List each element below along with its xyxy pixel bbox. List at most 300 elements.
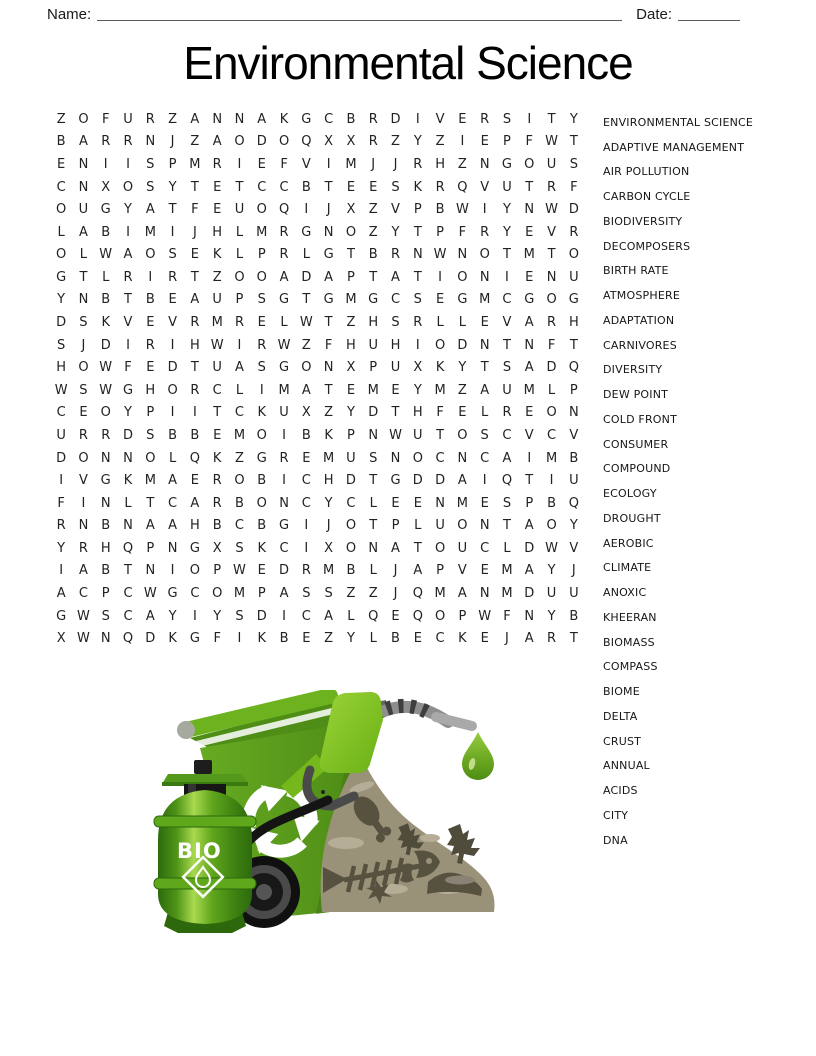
grid-letter: D	[546, 360, 557, 376]
grid-letter: U	[502, 179, 512, 195]
grid-letter: S	[235, 608, 244, 624]
grid-letter: Y	[547, 563, 556, 579]
grid-letter: Y	[569, 518, 578, 534]
grid-letter: I	[237, 337, 242, 353]
grid-letter: O	[546, 292, 557, 308]
grid-letter: Y	[57, 540, 66, 556]
grid-letter: P	[257, 586, 266, 602]
grid-letter: S	[257, 292, 266, 308]
grid-letter: I	[81, 495, 86, 511]
grid-letter: A	[190, 495, 200, 511]
grid-letter: R	[190, 315, 200, 331]
grid-letter: P	[213, 563, 222, 579]
grid-letter: C	[279, 540, 289, 556]
grid-letter: S	[502, 111, 512, 127]
grid-letter: R	[390, 247, 401, 263]
grid-letter: E	[391, 608, 400, 624]
grid-letter: A	[524, 631, 534, 647]
grid-letter: D	[390, 111, 401, 127]
grid-letter: O	[78, 360, 89, 376]
grid-letter: E	[369, 179, 378, 195]
grid-letter: Z	[56, 111, 66, 127]
grid-letter: D	[368, 405, 379, 421]
grid-letter: H	[189, 518, 200, 534]
grid-letter: J	[81, 337, 86, 353]
grid-letter: J	[505, 631, 509, 647]
grid-letter: T	[525, 473, 534, 489]
fuel-drop-icon	[462, 732, 494, 780]
grid-letter: H	[346, 337, 356, 353]
grid-letter: R	[190, 382, 200, 398]
grid-letter: O	[457, 518, 468, 534]
grid-letter: D	[412, 473, 423, 489]
grid-letter: K	[257, 405, 267, 421]
grid-letter: E	[435, 292, 445, 308]
grid-letter: O	[434, 608, 446, 624]
grid-letter: C	[346, 495, 356, 511]
grid-letter: N	[368, 540, 379, 556]
grid-letter: S	[502, 360, 512, 376]
grid-letter: A	[190, 111, 200, 127]
grid-letter: P	[101, 586, 110, 602]
grid-letter: G	[279, 292, 290, 308]
grid-letter: X	[101, 179, 111, 195]
grid-letter: A	[524, 518, 534, 534]
grid-letter: M	[545, 450, 558, 466]
grid-letter: D	[435, 473, 446, 489]
grid-letter: H	[323, 473, 334, 489]
word-list-item: DROUGHT	[603, 511, 661, 525]
grid-letter: E	[257, 563, 266, 579]
grid-letter: C	[301, 473, 311, 489]
grid-letter: L	[280, 315, 288, 331]
grid-letter: B	[257, 518, 267, 534]
word-list-item: ADAPTIVE MANAGEMENT	[603, 140, 745, 154]
grid-letter: W	[99, 247, 113, 263]
grid-letter: G	[568, 292, 579, 308]
grid-letter: I	[59, 473, 64, 489]
grid-letter: N	[479, 337, 490, 353]
grid-letter: O	[457, 269, 468, 285]
grid-letter: B	[391, 631, 400, 647]
grid-letter: R	[212, 156, 222, 172]
grid-letter: H	[412, 405, 423, 421]
grid-letter: T	[190, 269, 199, 285]
word-list-item: ECOLOGY	[603, 487, 657, 501]
grid-letter: K	[168, 631, 177, 647]
grid-letter: L	[102, 269, 110, 285]
word-list-item: ADAPTATION	[603, 313, 675, 327]
grid-letter: Y	[413, 134, 422, 150]
grid-letter: W	[233, 563, 246, 579]
grid-letter: R	[279, 247, 289, 263]
grid-letter: J	[371, 156, 376, 172]
grid-letter: O	[256, 202, 267, 218]
grid-letter: O	[234, 269, 245, 285]
grid-letter: A	[391, 269, 400, 285]
grid-letter: I	[192, 608, 197, 624]
grid-letter: T	[569, 631, 578, 647]
grid-letter: O	[434, 337, 446, 353]
grid-letter: T	[213, 405, 222, 421]
grid-letter: T	[168, 202, 177, 218]
grid-letter: R	[547, 631, 557, 647]
grid-letter: V	[391, 202, 400, 218]
grid-letter: R	[168, 269, 178, 285]
grid-letter: P	[369, 360, 378, 376]
grid-letter: B	[235, 495, 244, 511]
grid-letter: O	[345, 540, 357, 556]
grid-letter: U	[569, 586, 579, 602]
grid-letter: O	[345, 518, 357, 534]
grid-letter: A	[78, 224, 88, 240]
grid-letter: C	[123, 608, 133, 624]
grid-letter: E	[480, 631, 489, 647]
word-list-item: AEROBIC	[603, 536, 654, 550]
grid-letter: D	[256, 134, 267, 150]
grid-letter: N	[323, 360, 334, 376]
grid-letter: M	[323, 563, 335, 579]
word-list-item: BIRTH RATE	[603, 264, 669, 278]
grid-letter: L	[481, 405, 489, 421]
grid-letter: F	[525, 134, 533, 150]
grid-letter: L	[414, 518, 422, 534]
grid-letter: T	[146, 495, 155, 511]
grid-letter: B	[257, 473, 267, 489]
grid-letter: R	[547, 179, 557, 195]
grid-letter: I	[282, 473, 286, 489]
grid-letter: T	[324, 382, 333, 398]
grid-letter: M	[501, 586, 513, 602]
grid-letter: S	[391, 179, 400, 195]
grid-letter: I	[126, 224, 130, 240]
date-input-line	[678, 5, 740, 21]
grid-letter: Y	[547, 608, 556, 624]
grid-letter: Q	[278, 202, 290, 218]
grid-letter: K	[257, 631, 267, 647]
grid-letter: Z	[346, 315, 356, 331]
grid-letter: S	[79, 315, 88, 331]
grid-letter: A	[257, 111, 267, 127]
grid-letter: N	[457, 450, 468, 466]
grid-letter: Z	[346, 586, 356, 602]
grid-letter: Y	[124, 405, 132, 421]
grid-letter: U	[390, 360, 401, 376]
word-list-item: CITY	[603, 808, 629, 822]
grid-letter: Y	[569, 111, 578, 127]
grid-letter: L	[302, 247, 310, 263]
word-list-item: ACIDS	[603, 784, 638, 798]
grid-letter: G	[323, 292, 334, 308]
grid-letter: M	[345, 156, 357, 172]
grid-letter: G	[501, 156, 512, 172]
grid-letter: W	[545, 202, 558, 218]
grid-letter: B	[212, 518, 222, 534]
grid-letter: O	[145, 450, 156, 466]
grid-letter: R	[212, 495, 222, 511]
grid-letter: V	[502, 315, 512, 331]
grid-letter: O	[100, 405, 111, 421]
grid-letter: Z	[324, 631, 334, 647]
grid-letter: O	[301, 360, 312, 376]
grid-letter: E	[480, 563, 489, 579]
grid-letter: G	[390, 473, 401, 489]
grid-letter: P	[168, 156, 177, 172]
grid-letter: O	[434, 540, 446, 556]
grid-letter: P	[391, 518, 400, 534]
grid-letter: U	[212, 360, 222, 376]
grid-letter: S	[502, 495, 512, 511]
grid-letter: F	[101, 111, 110, 127]
word-list-item: DECOMPOSERS	[603, 239, 691, 253]
grid-letter: D	[568, 202, 579, 218]
grid-letter: A	[279, 269, 289, 285]
grid-letter: Z	[368, 586, 378, 602]
grid-letter: O	[546, 405, 557, 421]
grid-letter: F	[280, 156, 288, 172]
grid-letter: X	[324, 540, 334, 556]
grid-letter: R	[368, 111, 378, 127]
grid-letter: W	[389, 427, 402, 443]
grid-letter: L	[235, 224, 244, 240]
grid-letter: M	[456, 495, 468, 511]
grid-letter: L	[369, 495, 377, 511]
grid-letter: N	[524, 202, 535, 218]
grid-letter: N	[412, 247, 423, 263]
grid-letter: O	[479, 247, 490, 263]
grid-letter: I	[482, 473, 487, 489]
grid-letter: G	[189, 540, 200, 556]
grid-letter: C	[56, 405, 66, 421]
grid-letter: R	[502, 405, 512, 421]
word-list-item: CARNIVORES	[603, 338, 677, 352]
grid-letter: Q	[412, 608, 423, 624]
grid-letter: W	[143, 586, 157, 602]
grid-letter: C	[56, 179, 66, 195]
grid-letter: V	[569, 427, 579, 443]
grid-letter: M	[523, 382, 535, 398]
grid-letter: E	[190, 473, 199, 489]
grid-letter: T	[413, 540, 422, 556]
grid-letter: D	[145, 631, 156, 647]
grid-letter: X	[346, 360, 356, 376]
grid-letter: E	[480, 134, 489, 150]
grid-letter: D	[56, 450, 67, 466]
grid-letter: C	[123, 586, 133, 602]
grid-letter: Z	[457, 156, 467, 172]
grid-letter: N	[78, 156, 89, 172]
grid-letter: T	[302, 292, 311, 308]
grid-letter: O	[78, 111, 89, 127]
grid-letter: C	[547, 427, 557, 443]
grid-letter: T	[346, 247, 355, 263]
grid-letter: K	[458, 631, 467, 647]
grid-letter: E	[413, 495, 422, 511]
grid-letter: G	[457, 292, 468, 308]
grid-letter: N	[368, 427, 379, 443]
grid-letter: R	[480, 111, 490, 127]
tank-label: BIO	[177, 839, 222, 863]
word-list-item: DIVERSITY	[603, 363, 663, 377]
grid-letter: I	[482, 202, 487, 218]
grid-letter: D	[56, 315, 67, 331]
grid-letter: T	[369, 518, 378, 534]
grid-letter: Y	[124, 202, 132, 218]
grid-letter: M	[233, 586, 246, 602]
grid-letter: T	[525, 179, 534, 195]
grid-letter: G	[256, 450, 267, 466]
grid-letter: T	[547, 247, 556, 263]
word-list-item: DNA	[603, 833, 628, 847]
trash-pile-icon	[321, 761, 495, 912]
grid-letter: C	[435, 631, 445, 647]
grid-letter: I	[170, 405, 175, 421]
grid-letter: K	[413, 179, 423, 195]
grid-letter: G	[279, 360, 290, 376]
grid-letter: T	[190, 360, 199, 376]
grid-letter: R	[413, 315, 423, 331]
grid-letter: I	[527, 111, 532, 127]
grid-letter: K	[212, 247, 222, 263]
grid-letter: A	[190, 292, 200, 308]
grid-letter: N	[390, 450, 401, 466]
grid-letter: S	[79, 382, 88, 398]
grid-letter: W	[99, 360, 113, 376]
grid-letter: I	[460, 134, 465, 150]
grid-letter: M	[345, 292, 357, 308]
grid-letter: I	[126, 337, 130, 353]
grid-letter: C	[502, 292, 512, 308]
grid-letter: B	[346, 111, 356, 127]
grid-letter: S	[146, 156, 155, 172]
grid-letter: H	[368, 315, 379, 331]
grid-letter: A	[78, 563, 88, 579]
grid-letter: T	[413, 269, 422, 285]
grid-letter: R	[368, 134, 378, 150]
grid-letter: C	[435, 450, 445, 466]
grid-letter: T	[324, 179, 333, 195]
grid-letter: N	[123, 450, 133, 466]
grid-letter: H	[568, 315, 579, 331]
grid-letter: C	[234, 518, 244, 534]
grid-letter: V	[301, 156, 311, 172]
grid-letter: A	[145, 608, 155, 624]
grid-letter: O	[345, 224, 357, 240]
grid-letter: B	[569, 608, 579, 624]
grid-letter: D	[123, 427, 134, 443]
grid-letter: D	[256, 608, 267, 624]
grid-letter: E	[525, 269, 534, 285]
grid-letter: N	[323, 224, 334, 240]
grid-letter: G	[167, 586, 178, 602]
grid-letter: O	[546, 518, 557, 534]
grid-letter: W	[545, 134, 558, 150]
grid-letter: R	[480, 224, 490, 240]
name-input-line	[97, 5, 622, 21]
grid-letter: O	[256, 427, 267, 443]
grid-letter: A	[524, 563, 534, 579]
grid-letter: I	[170, 563, 175, 579]
grid-letter: I	[259, 382, 264, 398]
grid-letter: B	[190, 427, 200, 443]
grid-letter: V	[168, 315, 178, 331]
grid-letter: Q	[122, 631, 134, 647]
grid-letter: G	[301, 111, 312, 127]
grid-letter: T	[190, 179, 199, 195]
grid-letter: R	[145, 337, 155, 353]
word-list-item: ATMOSPHERE	[603, 289, 680, 303]
grid-letter: T	[369, 269, 378, 285]
grid-letter: Z	[368, 224, 378, 240]
grid-letter: P	[436, 224, 445, 240]
grid-letter: V	[78, 473, 88, 489]
grid-letter: S	[257, 360, 266, 376]
grid-letter: O	[78, 450, 89, 466]
grid-letter: Y	[324, 495, 333, 511]
grid-letter: Q	[189, 450, 200, 466]
page-title: Environmental Science	[183, 37, 633, 89]
grid-letter: O	[568, 247, 579, 263]
grid-letter: C	[390, 292, 401, 308]
grid-letter: I	[103, 156, 108, 172]
grid-letter: L	[168, 450, 177, 466]
grid-letter: K	[123, 473, 133, 489]
grid-letter: R	[56, 518, 66, 534]
grid-letter: U	[569, 473, 579, 489]
grid-letter: G	[524, 292, 535, 308]
grid-letter: U	[78, 202, 89, 218]
grid-letter: P	[347, 427, 355, 443]
grid-letter: T	[324, 315, 333, 331]
grid-letter: A	[145, 202, 155, 218]
grid-letter: O	[256, 495, 267, 511]
grid-letter: R	[413, 156, 423, 172]
grid-letter: D	[345, 473, 356, 489]
grid-letter: Q	[412, 586, 423, 602]
grid-letter: M	[367, 382, 379, 398]
grid-letter: L	[547, 382, 556, 398]
word-list-item: CARBON CYCLE	[603, 190, 691, 204]
grid-letter: F	[213, 631, 221, 647]
grid-letter: T	[79, 269, 88, 285]
grid-letter: N	[546, 269, 557, 285]
grid-letter: I	[415, 111, 420, 127]
grid-letter: G	[301, 224, 312, 240]
grid-letter: L	[347, 608, 355, 624]
grid-letter: T	[369, 473, 378, 489]
grid-letter: P	[347, 269, 355, 285]
grid-letter: A	[279, 586, 289, 602]
grid-letter: J	[326, 202, 331, 218]
grid-letter: T	[502, 337, 511, 353]
grid-letter: S	[324, 586, 333, 602]
grid-letter: F	[547, 337, 556, 353]
grid-letter: C	[190, 586, 200, 602]
grid-letter: M	[323, 450, 335, 466]
grid-letter: R	[78, 427, 88, 443]
grid-letter: I	[282, 427, 286, 443]
grid-letter: M	[144, 224, 156, 240]
word-list-item: BIOMASS	[603, 635, 655, 649]
grid-letter: A	[168, 518, 178, 534]
date-label: Date:	[636, 6, 672, 23]
grid-letter: Y	[458, 360, 467, 376]
grid-letter: C	[502, 427, 512, 443]
grid-letter: W	[77, 631, 90, 647]
grid-letter: X	[324, 134, 334, 150]
grid-letter: C	[324, 111, 334, 127]
grid-letter: M	[434, 382, 446, 398]
